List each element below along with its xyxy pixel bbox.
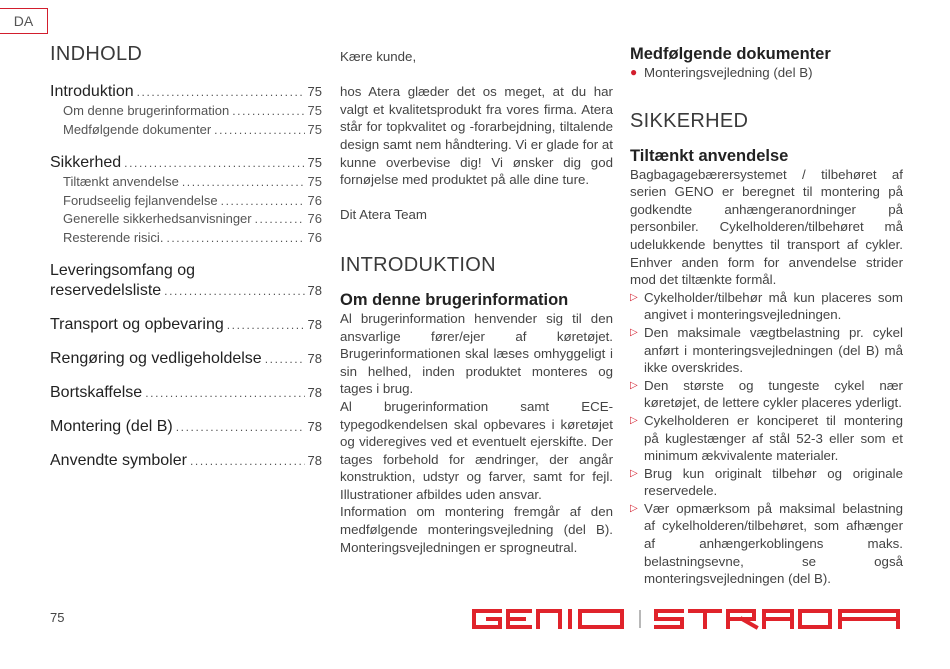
- page-number: 75: [50, 610, 65, 625]
- triangle-bullet-icon: ▷: [630, 502, 638, 514]
- list-item: [630, 289, 903, 324]
- letter-salutation: Kære kunde,: [340, 49, 417, 64]
- section-heading-introduktion: INTRODUKTION: [340, 253, 496, 276]
- intro-paragraph: Al brugerinformation samt ECE-typegodkendelsen skal opbevares i køretøjet og videregives ved et eventuelt ejerskifte. Der tages forbehold for ændringer, der angår konstruktion, udstyr og farver, samt for fejl. Illustrationer afbildes uden ansvar.: [340, 398, 613, 502]
- list-item: [630, 465, 903, 500]
- table-of-contents: [50, 40, 322, 485]
- toc-entry-title: Introduktion: [50, 83, 134, 100]
- intro-paragraph: Information om montering fremgår af den medfølgende monteringsvejledning (del B). Monteringsvejledningen er sprogneutral.: [340, 504, 613, 555]
- section-heading-sikkerhed: SIKKERHED: [630, 109, 749, 132]
- toc-entry-page: 78: [307, 419, 322, 434]
- list-item: [630, 412, 903, 465]
- toc-group-montering: [50, 417, 322, 437]
- middle-column: [340, 48, 613, 556]
- toc-subentry[interactable]: [50, 102, 322, 121]
- triangle-bullet-icon: ▷: [630, 291, 638, 303]
- toc-group-rengoring: [50, 349, 322, 369]
- toc-entry[interactable]: [50, 383, 322, 403]
- list-item: [630, 500, 903, 588]
- toc-entry-title: Transport og opbevaring: [50, 316, 224, 333]
- toc-subentry[interactable]: [50, 210, 322, 229]
- toc-subentry-page: 76: [307, 192, 322, 208]
- toc-entry[interactable]: [50, 417, 322, 437]
- toc-group-introduktion: [50, 82, 322, 139]
- toc-subentry-title: Generelle sikkerhedsanvisninger: [63, 211, 252, 226]
- safety-list: [630, 289, 903, 588]
- list-item: [630, 324, 903, 377]
- subheading-tiltaenkt-anvendelse: Tiltænkt anvendelse: [630, 146, 789, 165]
- toc-subentry[interactable]: [50, 121, 322, 140]
- genio-strada-logo: [470, 604, 903, 634]
- toc-group-sikkerhed: [50, 153, 322, 247]
- toc-subentry-title: Forudseelig fejlanvendelse: [63, 192, 218, 208]
- toc-entry-title: Sikkerhed: [50, 154, 122, 171]
- subheading-om-denne-brugerinformation: Om denne brugerinformation: [340, 290, 569, 309]
- toc-entry[interactable]: [50, 153, 322, 173]
- toc-entry-page: 75: [307, 155, 322, 170]
- toc-group-symboler: [50, 451, 322, 471]
- toc-entry-page: 78: [307, 317, 322, 332]
- triangle-bullet-icon: ▷: [630, 467, 638, 479]
- toc-entry-page: 78: [307, 453, 322, 468]
- toc-subentry[interactable]: [50, 229, 322, 248]
- toc-subentry-title: Medfølgende dokumenter: [63, 121, 212, 137]
- letter-paragraph: hos Atera glæder det os meget, at du har valgt et kvalitetsprodukt fra vores firma. Atera står for topkvalitet og -forarbejdning, tiltalende design samt nem håndtering. Vi er glade for at kunne overbevise dig! Vi ønsker dig god fornøjelse med produktet på alle dine ture.: [340, 84, 613, 188]
- toc-subentry-page: 75: [307, 103, 322, 118]
- toc-entry-title: reservedelsliste: [50, 282, 162, 299]
- intro-paragraph: Al brugerinformation henvender sig til den ansvarlige fører/ejer af køretøjet. Brugerinformationen skal læses omhyggeligt i sin helhed, inden produktet monteres og tages i brug.: [340, 310, 613, 397]
- toc-subentry-title: Resterende risici.: [63, 229, 164, 245]
- list-item-text: Cykelholder/tilbehør må kun placeres som angivet i monteringsvejledningen.: [644, 289, 903, 323]
- safety-paragraph: Bagbagagebærersystemet / tilbehøret af serien GENO er beregnet til montering på godkendte anhængeranordninger på personbiler. Cykelholderen/tilbehøret må udelukkende benyttes til transport af cykler. Enhver anden form for anvendelse strider mod det tiltænkte formål.: [630, 166, 903, 288]
- triangle-bullet-icon: ▷: [630, 414, 638, 426]
- toc-entry-page: 78: [307, 283, 322, 298]
- list-item-text: Cykelholderen er konciperet til montering på kuglestænger af stål 52-3 eller som et minimum ækvivalente materialer.: [644, 412, 903, 464]
- toc-entry[interactable]: [50, 281, 322, 301]
- toc-subentry-title: Om denne brugerinformation: [63, 103, 230, 118]
- toc-subentry-page: 75: [307, 174, 322, 189]
- toc-entry-title: Anvendte symboler: [50, 452, 187, 469]
- toc-entry-title-line1[interactable]: Leveringsomfang og: [50, 262, 195, 279]
- toc-subentry[interactable]: [50, 173, 322, 192]
- toc-entry-title: Bortskaffelse: [50, 384, 143, 401]
- list-item: [630, 377, 903, 412]
- toc-entry[interactable]: [50, 315, 322, 335]
- list-item: [630, 64, 903, 82]
- toc-entry-page: 75: [307, 84, 322, 99]
- list-item-text: Vær opmærksom på maksimal belastning af cykelholderen/tilbehøret, som afhænger af anhængerkoblingens maks. belastningsevne, se også monteringsvejledningen (del B).: [644, 500, 903, 587]
- toc-subentry-page: 75: [307, 121, 322, 137]
- letter-signature: Dit Atera Team: [340, 207, 427, 223]
- documents-list: [630, 64, 903, 82]
- list-item-text: Den største og tungeste cykel nær køretøjet, de lettere cykler placeres yderligt.: [644, 377, 903, 411]
- toc-subentry[interactable]: [50, 192, 322, 211]
- toc-entry-page: 78: [307, 351, 322, 366]
- toc-entry-title: Rengøring og vedligeholdelse: [50, 350, 262, 367]
- subheading-medfolgende-dokumenter: Medfølgende dokumenter: [630, 45, 831, 63]
- toc-subentry-page: 76: [307, 229, 322, 245]
- toc-entry[interactable]: [50, 451, 322, 471]
- toc-entry-title: Montering (del B): [50, 418, 173, 435]
- toc-subentry-title: Tiltænkt anvendelse: [63, 174, 179, 189]
- toc-entry[interactable]: [50, 82, 322, 102]
- toc-group-leveringsomfang: [50, 261, 322, 301]
- triangle-bullet-icon: ▷: [630, 326, 638, 338]
- triangle-bullet-icon: ▷: [630, 379, 638, 391]
- list-item-text: Den maksimale vægtbelastning pr. cykel anført i monteringsvejledningen (del B) må ikke overskrides.: [644, 324, 903, 376]
- toc-group-bortskaffelse: [50, 383, 322, 403]
- language-tab: DA: [0, 8, 48, 34]
- toc-group-transport: [50, 315, 322, 335]
- toc-title: INDHOLD: [50, 43, 143, 65]
- bullet-dot-icon: ●: [630, 65, 638, 79]
- right-column: [630, 45, 903, 588]
- toc-subentry-page: 76: [307, 211, 322, 226]
- list-item-text: Brug kun originalt tilbehør og originale reservedele.: [644, 465, 903, 499]
- list-item-text: Monteringsvejledning (del B): [644, 65, 813, 80]
- toc-entry[interactable]: [50, 349, 322, 369]
- toc-entry-page: 78: [307, 385, 322, 400]
